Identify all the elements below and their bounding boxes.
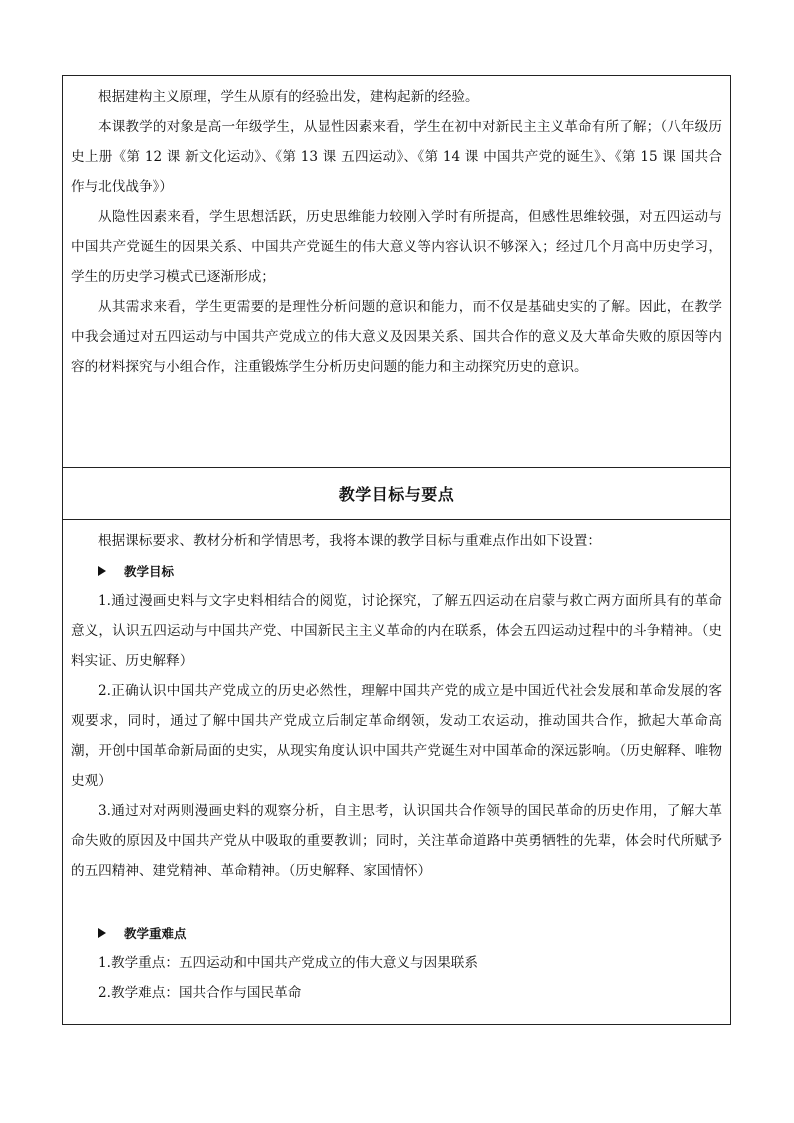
learner-analysis-cell [63, 76, 730, 468]
analysis-paragraph: 从其需求来看，学生更需要的是理性分析问题的意识和能力，而不仅是基础史实的了解。因此，在教学中我会通过对五四运动与中国共产党成立的伟大意义及因果关系、国共合作的意义及大革命失败的原因等内容的材料探究与小组合作，注重锻炼学生分析历史问题的能力和主动探究历史的意识。 [71, 299, 722, 375]
arrow-bullet-icon [98, 928, 106, 938]
key-points-label: 教学重难点 [124, 926, 187, 941]
objectives-label: 教学目标 [124, 564, 175, 579]
goals-cell [63, 520, 730, 1024]
key-point-item: 2.教学难点：国共合作与国民革命 [98, 985, 302, 1001]
analysis-paragraph: 从隐性因素来看，学生思想活跃，历史思维能力较刚入学时有所提高，但感性思维较强，对五四运动与中国共产党诞生的因果关系、中国共产党诞生的伟大意义等内容认识不够深入；经过几个月高中历史学习，学生的历史学习模式已逐渐形成； [71, 209, 722, 285]
goals-intro: 根据课标要求、教材分析和学情思考，我将本课的教学目标与重难点作出如下设置： [98, 533, 601, 549]
objectives-heading [71, 556, 722, 586]
analysis-paragraph: 本课教学的对象是高一年级学生，从显性因素来看，学生在初中对新民主主义革命有所了解；（八年级历史上册《第 12 课 新文化运动》、《第 13 课 五四运动》、《第 14 课 中国共产党的诞生》、《第 15 课 国共合作与北伐战争》） [71, 119, 722, 195]
key-points-heading [71, 918, 722, 948]
blank-line [71, 886, 722, 918]
objective-item: 2.正确认识中国共产党成立的历史必然性，理解中国共产党的成立是中国近代社会发展和革命发展的客观要求，同时，通过了解中国共产党成立后制定革命纲领，发动工农运动，推动国共合作，掀起大革命高潮，开创中国革命新局面的史实，从现实角度认识中国共产党诞生对中国革命的深远影响。（历史解释、唯物史观） [71, 683, 722, 789]
section-heading: 教学目标与要点 [338, 485, 455, 504]
section-heading-cell [63, 468, 730, 520]
lesson-plan-table [62, 75, 731, 1025]
arrow-bullet-icon [98, 566, 106, 576]
objective-item: 3.通过对对两则漫画史料的观察分析，自主思考，认识国共合作领导的国民革命的历史作用，了解大革命失败的原因及中国共产党从中吸取的重要教训；同时，关注革命道路中英勇牺牲的先辈，体会时代所赋予的五四精神、建党精神、革命精神。（历史解释、家国情怀） [71, 803, 722, 879]
objective-item: 1.通过漫画史料与文字史料相结合的阅览，讨论探究，了解五四运动在启蒙与救亡两方面所具有的革命意义，认识五四运动与中国共产党、中国新民主主义革命的内在联系，体会五四运动过程中的斗争精神。（史料实证、历史解释） [71, 593, 722, 669]
analysis-paragraph: 根据建构主义原理，学生从原有的经验出发，建构起新的经验。 [98, 89, 479, 105]
key-point-item: 1.教学重点：五四运动和中国共产党成立的伟大意义与因果联系 [98, 955, 478, 971]
